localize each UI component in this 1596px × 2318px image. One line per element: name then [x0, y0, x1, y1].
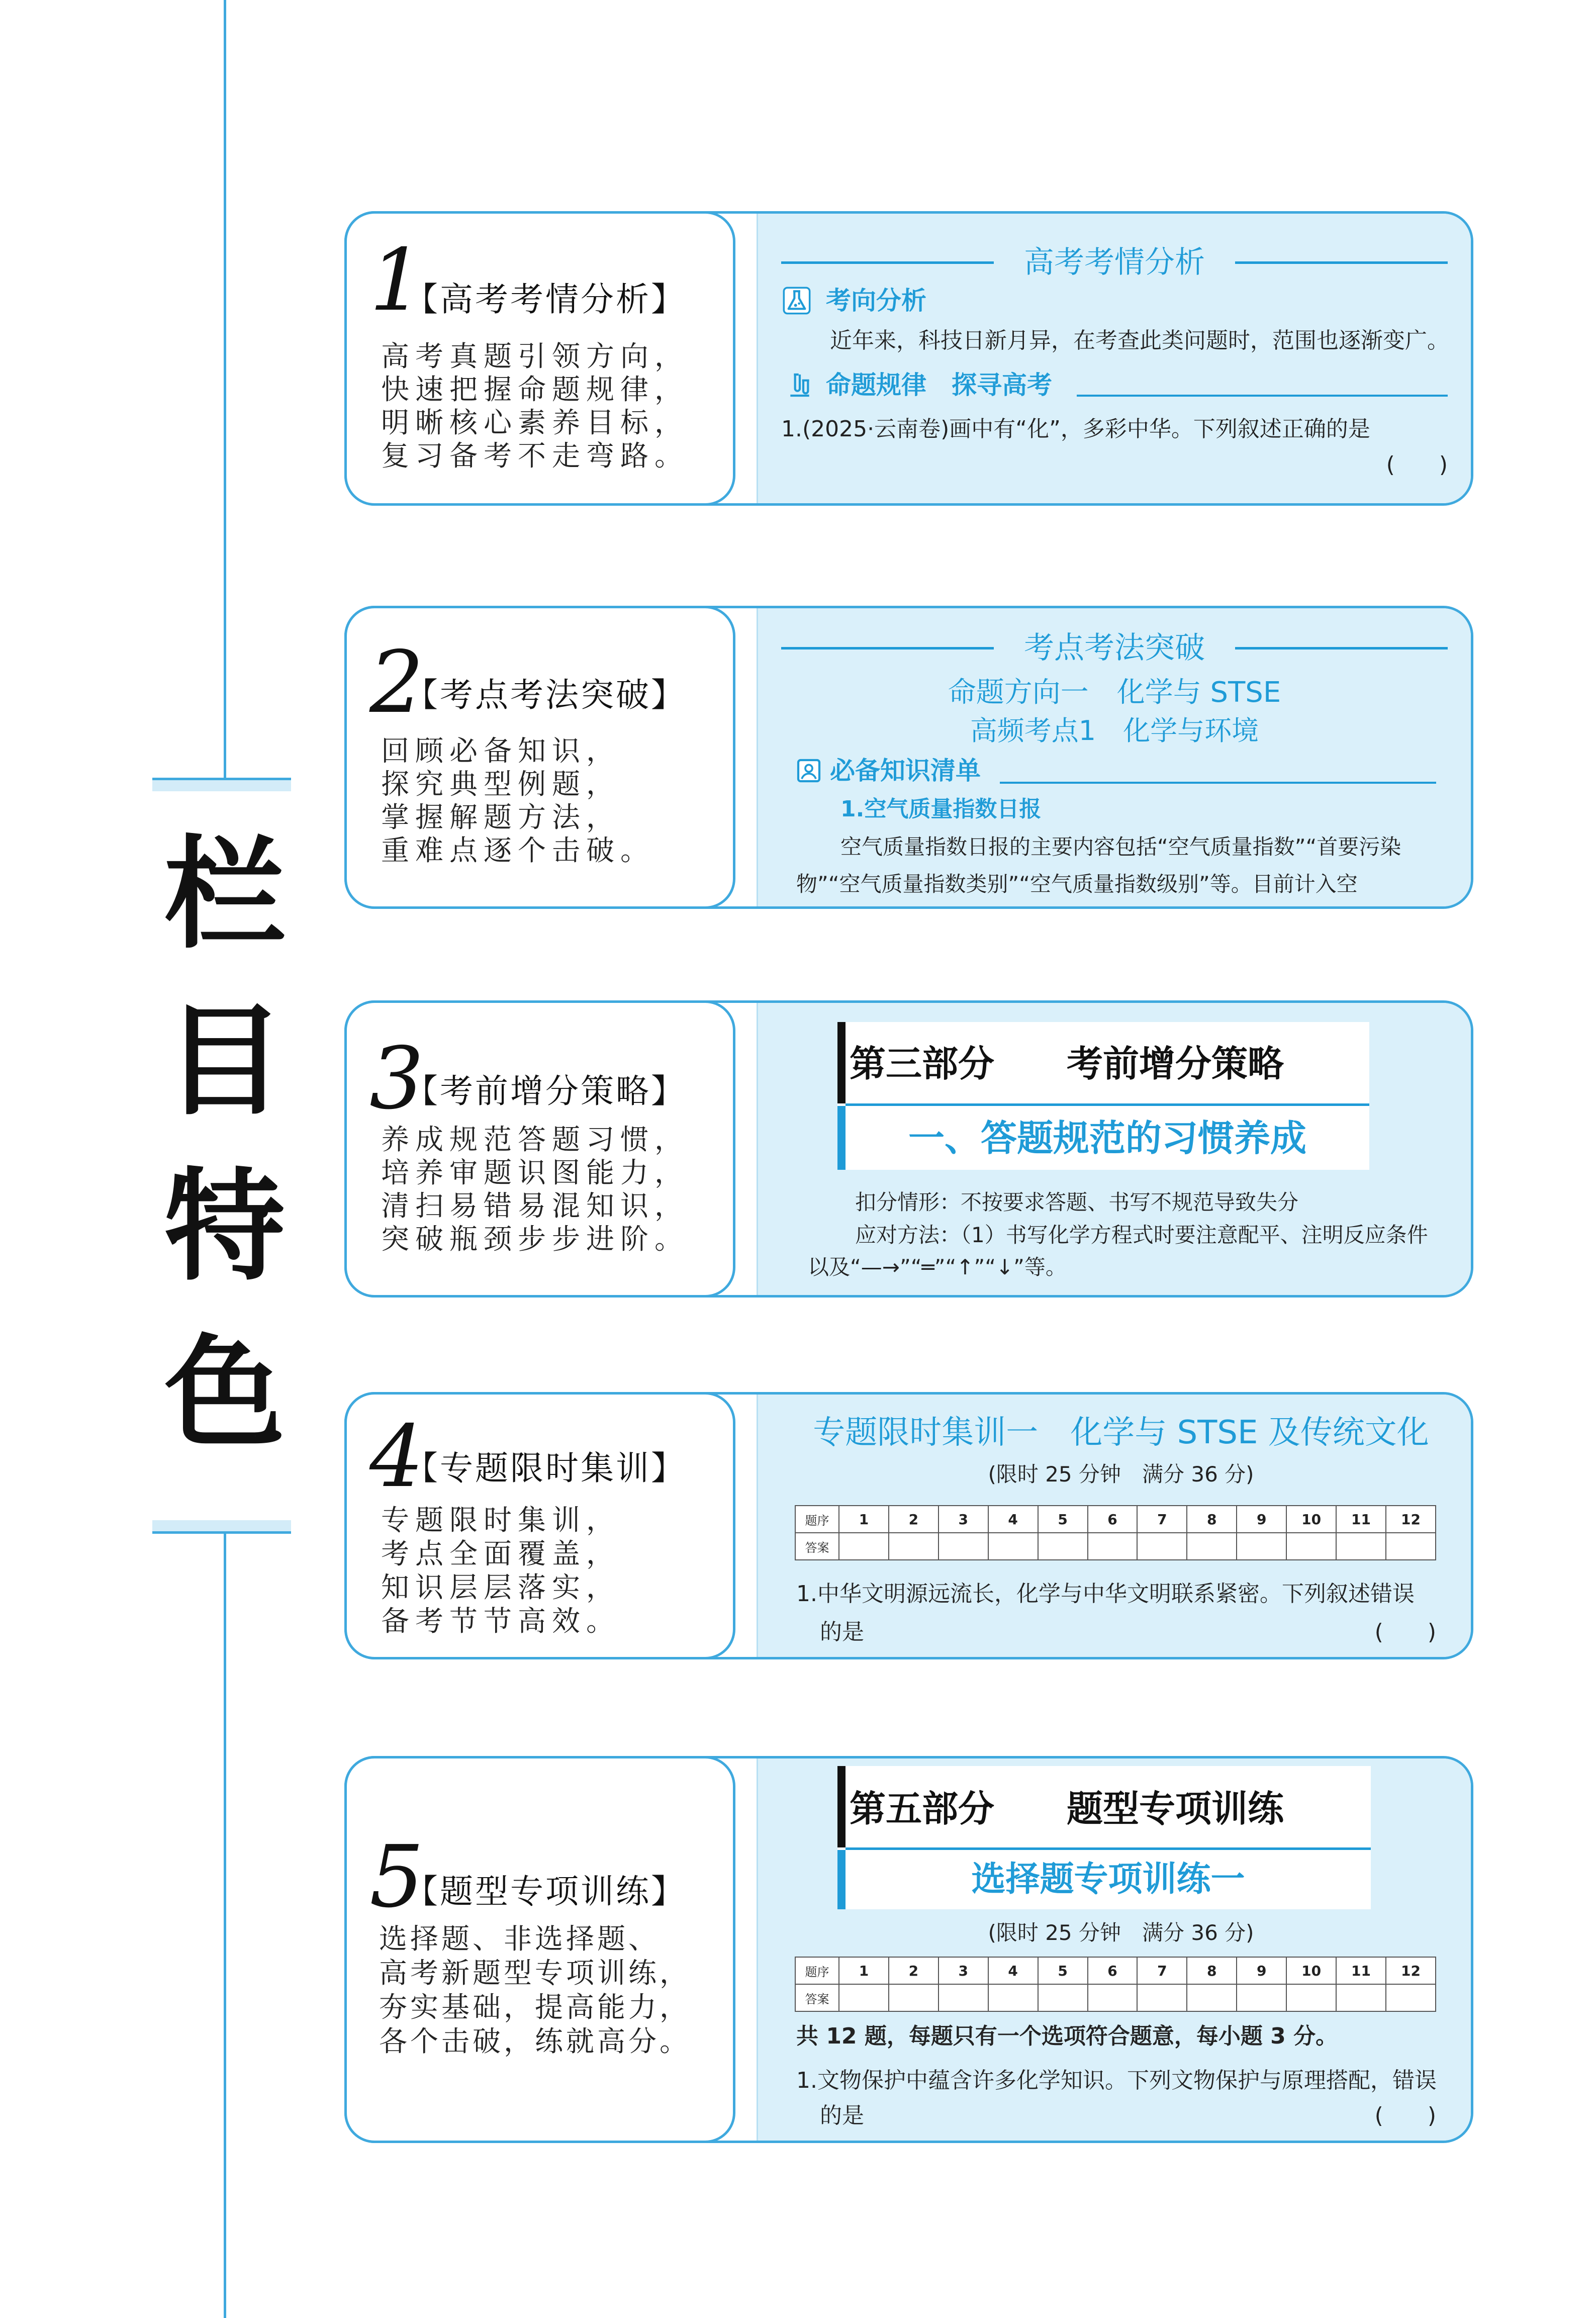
question-number-cell: 2 — [889, 1506, 938, 1533]
description-line: 清扫易错易混知识， — [381, 1190, 689, 1223]
section-number: 3 — [369, 1029, 424, 1129]
paragraph-text: 近年来，科技日新月异，在考查此类问题时，范围也逐渐变广。 — [830, 328, 1449, 353]
row-label-cell: 答案 — [795, 1533, 839, 1560]
header-rule-left — [781, 647, 994, 650]
description-line: 专题限时集训， — [381, 1504, 620, 1537]
description-line: 培养审题识图能力， — [381, 1157, 689, 1189]
section-title: 【高考考情分析】 — [405, 280, 686, 319]
description-line: 夯实基础，提高能力， — [379, 1991, 691, 2024]
chapter-title: 选择题专项训练一 — [971, 1860, 1245, 1899]
question-number-cell: 4 — [988, 1957, 1038, 1984]
direction-title: 命题方向一 化学与 STSE — [948, 676, 1281, 709]
section-1-intro — [344, 211, 735, 506]
part-heading-bar — [837, 1022, 846, 1103]
section-number: 1 — [369, 231, 424, 330]
answer-cell — [1336, 1533, 1386, 1560]
answer-table — [795, 1505, 1436, 1560]
description-line: 各个击破，练就高分。 — [379, 2025, 691, 2058]
question-number-cell: 3 — [938, 1506, 988, 1533]
question-number-cell: 8 — [1187, 1506, 1237, 1533]
side-tick-band — [152, 780, 291, 791]
instruction-text: 共 12 题，每题只有一个选项符合题意，每小题 3 分。 — [796, 2023, 1338, 2049]
description-line: 选择题、非选择题、 — [379, 1923, 660, 1956]
answer-cell — [938, 1533, 988, 1560]
row-label-cell: 答案 — [795, 1984, 839, 2011]
table-row — [795, 1533, 1436, 1560]
description-line: 突破瓶颈步步进阶。 — [381, 1223, 689, 1256]
question-number-cell: 12 — [1386, 1957, 1436, 1984]
part-heading-bar — [837, 1766, 846, 1847]
question-number-cell: 10 — [1286, 1957, 1336, 1984]
question-line: 的是 — [820, 2103, 864, 2128]
chapter-heading-bar — [837, 1106, 846, 1170]
section-2-intro — [344, 606, 735, 909]
answer-paren: ( ) — [1374, 1619, 1436, 1645]
answer-cell — [889, 1533, 938, 1560]
question-text: 1.(2025·云南卷)画中有“化”，多彩中华。下列叙述正确的是 — [781, 416, 1370, 442]
question-number-cell: 11 — [1336, 1506, 1386, 1533]
answer-cell — [1336, 1984, 1386, 2011]
paragraph-line: 应对方法：（1）书写化学方程式时要注意配平、注明反应条件 — [855, 1223, 1428, 1247]
answer-cell — [1038, 1533, 1088, 1560]
description-line: 养成规范答题习惯， — [381, 1124, 689, 1156]
preview-header — [781, 630, 1448, 666]
section-description — [381, 1124, 689, 1256]
part-heading-box — [837, 1022, 1369, 1170]
answer-cell — [1237, 1984, 1286, 2011]
answer-cell — [839, 1984, 889, 2011]
paragraph-line: 扣分情形：不按要求答题、书写不规范导致失分 — [855, 1190, 1299, 1215]
preview-header-text: 考点考法突破 — [1024, 630, 1205, 666]
answer-cell — [839, 1533, 889, 1560]
part-heading-rule — [846, 1847, 1371, 1850]
chapter-title: 一、答题规范的习惯养成 — [908, 1117, 1306, 1159]
answer-cell — [988, 1533, 1038, 1560]
answer-cell — [1088, 1984, 1138, 2011]
question-number-cell: 7 — [1137, 1957, 1187, 1984]
answer-cell — [889, 1984, 938, 2011]
paragraph-line: 以及“—→”“═”“↑”“↓”等。 — [808, 1255, 1067, 1279]
section-description — [379, 1922, 691, 2059]
time-limit-text: (限时 25 分钟 满分 36 分) — [988, 1462, 1254, 1487]
training-title: 专题限时集训一 化学与 STSE 及传统文化 — [813, 1414, 1429, 1451]
question-number-cell: 10 — [1286, 1506, 1336, 1533]
heading-underline — [1077, 395, 1448, 397]
section-3-intro — [344, 1000, 735, 1297]
heading-underline — [1000, 782, 1436, 784]
section-5-card — [344, 1756, 1473, 2143]
answer-cell — [1237, 1533, 1286, 1560]
question-number-cell: 6 — [1088, 1506, 1138, 1533]
sub-heading-label: 考向分析 — [826, 286, 926, 315]
part-heading-rule — [846, 1103, 1369, 1106]
side-title-char: 目 — [164, 991, 286, 1132]
answer-paren: ( ) — [1386, 452, 1448, 478]
table-row — [795, 1957, 1436, 1984]
question-number-cell: 11 — [1336, 1957, 1386, 1984]
section-title: 【考点考法突破】 — [405, 676, 686, 714]
side-title-char: 栏 — [164, 824, 286, 965]
answer-cell — [938, 1984, 988, 2011]
item-title: 1.空气质量指数日报 — [840, 796, 1042, 822]
section-description — [381, 1504, 620, 1638]
answer-cell — [1386, 1984, 1436, 2011]
answer-cell — [1088, 1533, 1138, 1560]
section-number: 2 — [369, 633, 424, 732]
answer-cell — [1286, 1984, 1336, 2011]
part-heading-box — [837, 1766, 1371, 1909]
description-line: 高考新题型专项训练， — [379, 1957, 691, 1990]
description-line: 明晰核心素养目标， — [381, 407, 689, 439]
answer-paren: ( ) — [1374, 2103, 1436, 2128]
question-number-cell: 4 — [988, 1506, 1038, 1533]
question-number-cell: 3 — [938, 1957, 988, 1984]
header-rule-right — [1235, 261, 1448, 264]
table-row — [795, 1984, 1436, 2011]
answer-cell — [1286, 1533, 1336, 1560]
question-line: 1.文物保护中蕴含许多化学知识。下列文物保护与原理搭配，错误 — [796, 2068, 1437, 2093]
answer-cell — [1386, 1533, 1436, 1560]
question-number-cell: 2 — [889, 1957, 938, 1984]
question-number-cell: 8 — [1187, 1957, 1237, 1984]
sub-heading-label: 命题规律 探寻高考 — [826, 370, 1052, 400]
question-number-cell: 6 — [1088, 1957, 1138, 1984]
paragraph-line: 物”“空气质量指数类别”“空气质量指数级别”等。目前计入空 — [796, 872, 1358, 896]
question-line: 的是 — [820, 1619, 864, 1645]
flask-icon — [783, 287, 811, 315]
time-limit-text: (限时 25 分钟 满分 36 分) — [988, 1920, 1254, 1945]
description-line: 重难点逐个击破。 — [381, 835, 654, 867]
answer-table — [795, 1957, 1436, 2012]
preview-header-text: 高考考情分析 — [1024, 245, 1205, 280]
section-1-card — [344, 211, 1473, 506]
preview-header — [781, 244, 1448, 281]
side-vertical-rule — [224, 1534, 226, 2318]
section-4-card — [344, 1392, 1473, 1659]
part-title: 第五部分 题型专项训练 — [850, 1788, 1284, 1830]
section-title: 【考前增分策略】 — [405, 1072, 686, 1110]
section-title: 【专题限时集训】 — [405, 1449, 686, 1488]
sub-heading-label: 必备知识清单 — [830, 756, 981, 785]
question-number-cell: 1 — [839, 1506, 889, 1533]
section-description — [381, 340, 689, 473]
section-title: 【题型专项训练】 — [405, 1872, 686, 1911]
answer-cell — [1187, 1984, 1237, 2011]
side-title-char: 色 — [164, 1323, 286, 1464]
description-line: 复习备考不走弯路。 — [381, 440, 689, 473]
question-number-cell: 7 — [1137, 1506, 1187, 1533]
book-icon — [795, 757, 823, 785]
section-2-card — [344, 606, 1473, 909]
header-rule-right — [1235, 647, 1448, 650]
chapter-heading-bar — [837, 1850, 846, 1909]
table-row — [795, 1506, 1436, 1533]
side-tick-rule — [152, 1531, 291, 1534]
section-3-card — [344, 1000, 1473, 1297]
description-line: 高考真题引领方向， — [381, 340, 689, 373]
question-number-cell: 12 — [1386, 1506, 1436, 1533]
section-4-intro — [344, 1392, 735, 1659]
answer-cell — [1038, 1984, 1088, 2011]
side-vertical-rule — [224, 0, 226, 778]
answer-cell — [1137, 1533, 1187, 1560]
section-5-intro — [344, 1756, 735, 2143]
answer-cell — [1187, 1533, 1237, 1560]
row-label-cell: 题序 — [795, 1506, 839, 1533]
description-line: 知识层层落实， — [381, 1571, 620, 1604]
header-rule-left — [781, 261, 994, 264]
description-line: 掌握解题方法， — [381, 801, 620, 834]
answer-cell — [988, 1984, 1038, 2011]
focus-title: 高频考点1 化学与环境 — [970, 715, 1259, 747]
question-number-cell: 1 — [839, 1957, 889, 1984]
side-title-char: 特 — [164, 1156, 286, 1297]
row-label-cell: 题序 — [795, 1957, 839, 1984]
question-number-cell: 9 — [1237, 1506, 1286, 1533]
description-line: 快速把握命题规律， — [381, 374, 689, 406]
answer-cell — [1137, 1984, 1187, 2011]
side-tick-band — [152, 1520, 291, 1531]
question-line: 1.中华文明源远流长，化学与中华文明联系紧密。下列叙述错误 — [796, 1581, 1415, 1607]
section-number: 4 — [369, 1407, 424, 1507]
part-title: 第三部分 考前增分策略 — [850, 1043, 1284, 1085]
question-number-cell: 5 — [1038, 1957, 1088, 1984]
question-number-cell: 5 — [1038, 1506, 1088, 1533]
question-number-cell: 9 — [1237, 1957, 1286, 1984]
description-line: 备考节节高效。 — [381, 1605, 620, 1638]
section-number: 5 — [369, 1827, 424, 1927]
beaker-icon — [786, 371, 814, 399]
description-line: 探究典型例题， — [381, 768, 620, 801]
description-line: 回顾必备知识， — [381, 735, 620, 768]
description-line: 考点全面覆盖， — [381, 1538, 620, 1570]
section-description — [381, 735, 654, 868]
paragraph-line: 空气质量指数日报的主要内容包括“空气质量指数”“首要污染 — [840, 835, 1401, 859]
